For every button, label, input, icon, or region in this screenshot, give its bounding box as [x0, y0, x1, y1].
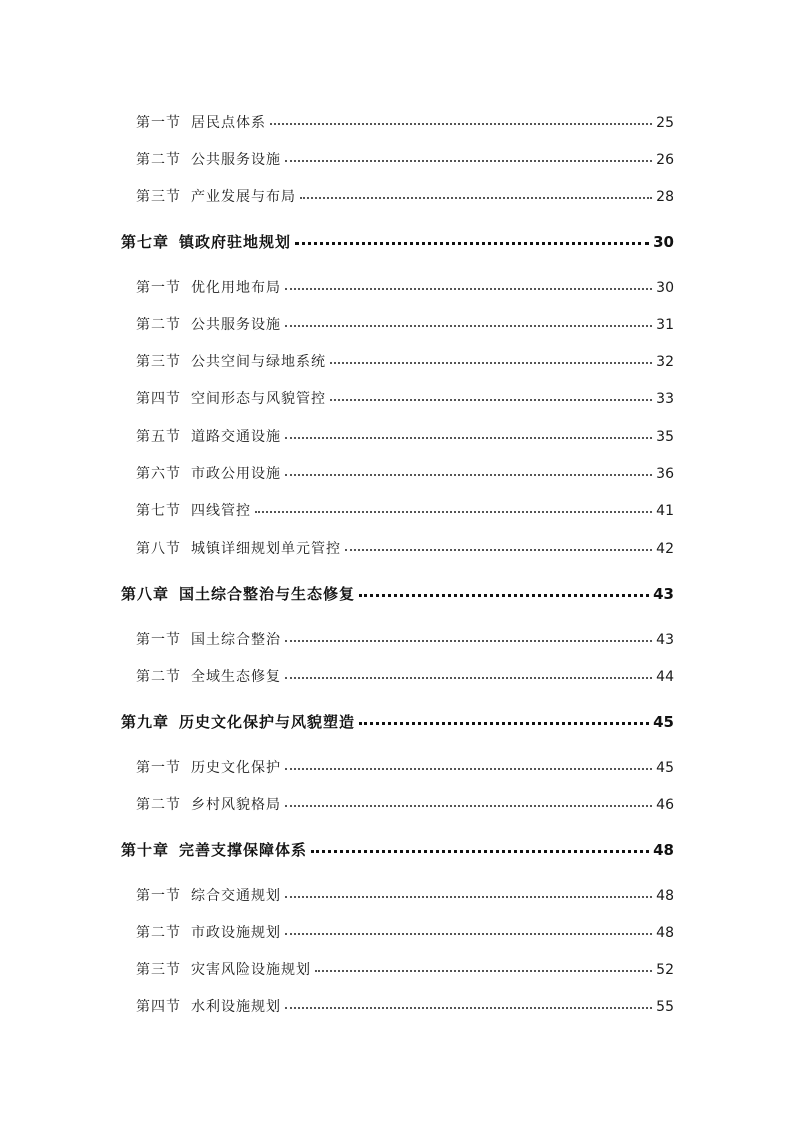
dot-leader [285, 895, 652, 898]
toc-entry-label: 第三节 产业发展与布局 [136, 189, 296, 205]
toc-entry-label: 第二节 公共服务设施 [136, 317, 281, 333]
toc-entry[interactable] [136, 757, 674, 777]
toc-entry[interactable] [136, 463, 674, 483]
dot-leader [345, 548, 652, 551]
toc-chapter-label: 第七章 镇政府驻地规划 [121, 233, 292, 251]
toc-entry-label: 第二节 公共服务设施 [136, 152, 281, 168]
dot-leader [359, 721, 649, 725]
toc-page-number: 42 [656, 541, 674, 557]
toc-entry[interactable] [136, 277, 674, 297]
toc-entry[interactable] [136, 996, 674, 1016]
toc-entry[interactable] [136, 794, 674, 814]
dot-leader [285, 767, 652, 770]
toc-entry-label: 第四节 空间形态与风貌管控 [136, 391, 326, 407]
toc-page-number: 52 [656, 962, 674, 978]
toc-page-number: 43 [656, 632, 674, 648]
toc-entry-label: 第一节 居民点体系 [136, 115, 266, 131]
toc-entry[interactable] [136, 426, 674, 446]
toc-entry-label: 第二节 全域生态修复 [136, 669, 281, 685]
toc-entry[interactable] [136, 922, 674, 942]
toc-page-number: 48 [656, 925, 674, 941]
dot-leader [330, 398, 652, 401]
toc-entry[interactable] [136, 885, 674, 905]
toc-entry[interactable] [136, 500, 674, 520]
toc-page-number: 48 [653, 841, 674, 859]
dot-leader [285, 1006, 652, 1009]
toc-page-number: 55 [656, 999, 674, 1015]
toc-entry-label: 第六节 市政公用设施 [136, 466, 281, 482]
toc-entry-label: 第三节 公共空间与绿地系统 [136, 354, 326, 370]
dot-leader [285, 804, 652, 807]
toc-chapter-label: 第八章 国土综合整治与生态修复 [121, 585, 356, 603]
toc-page-number: 25 [656, 115, 674, 131]
toc-page-number: 30 [653, 233, 674, 251]
toc-entry[interactable] [136, 314, 674, 334]
dot-leader [359, 593, 649, 597]
toc-page-number: 33 [656, 391, 674, 407]
dot-leader [300, 196, 652, 199]
toc-page-number: 43 [653, 585, 674, 603]
toc-entry-label: 第一节 历史文化保护 [136, 760, 281, 776]
toc-entry-label: 第四节 水利设施规划 [136, 999, 281, 1015]
toc-page-number: 31 [656, 317, 674, 333]
toc-entry[interactable] [136, 186, 674, 206]
toc-page-number: 35 [656, 429, 674, 445]
toc-entry-label: 第一节 综合交通规划 [136, 888, 281, 904]
toc-entry[interactable] [136, 112, 674, 132]
dot-leader [285, 473, 652, 476]
dot-leader [311, 849, 649, 853]
dot-leader [295, 241, 649, 245]
toc-page-number: 44 [656, 669, 674, 685]
dot-leader [285, 436, 652, 439]
dot-leader [315, 969, 652, 972]
toc-chapter-entry[interactable] [121, 711, 674, 732]
toc-page-number: 48 [656, 888, 674, 904]
dot-leader [285, 639, 652, 642]
toc-page-number: 45 [656, 760, 674, 776]
toc-chapter-label: 第十章 完善支撑保障体系 [121, 841, 308, 859]
toc-page-number: 26 [656, 152, 674, 168]
toc-page-number: 41 [656, 503, 674, 519]
toc-page-number: 28 [656, 189, 674, 205]
toc-entry[interactable] [136, 388, 674, 408]
toc-chapter-entry[interactable] [121, 583, 674, 604]
toc-page-number: 30 [656, 280, 674, 296]
dot-leader [285, 676, 652, 679]
toc-entry-label: 第二节 乡村风貌格局 [136, 797, 281, 813]
dot-leader [285, 287, 652, 290]
toc-entry-label: 第三节 灾害风险设施规划 [136, 962, 311, 978]
toc-entry-label: 第五节 道路交通设施 [136, 429, 281, 445]
toc-entry-label: 第一节 国土综合整治 [136, 632, 281, 648]
toc-chapter-entry[interactable] [121, 839, 674, 860]
dot-leader [255, 510, 652, 513]
toc-entry[interactable] [136, 629, 674, 649]
dot-leader [285, 324, 652, 327]
toc-entry-label: 第七节 四线管控 [136, 503, 251, 519]
dot-leader [285, 932, 652, 935]
toc-page-number: 46 [656, 797, 674, 813]
toc-entry-label: 第八节 城镇详细规划单元管控 [136, 541, 341, 557]
toc-page-number: 32 [656, 354, 674, 370]
toc-chapter-label: 第九章 历史文化保护与风貌塑造 [121, 713, 356, 731]
toc-chapter-entry[interactable] [121, 231, 674, 252]
toc-entry[interactable] [136, 149, 674, 169]
toc-entry[interactable] [136, 538, 674, 558]
toc-entry[interactable] [136, 959, 674, 979]
toc-entry-label: 第一节 优化用地布局 [136, 280, 281, 296]
toc-entry-label: 第二节 市政设施规划 [136, 925, 281, 941]
toc-page-number: 45 [653, 713, 674, 731]
dot-leader [330, 361, 652, 364]
toc-page-number: 36 [656, 466, 674, 482]
toc-entry[interactable] [136, 351, 674, 371]
dot-leader [270, 122, 652, 125]
toc-entry[interactable] [136, 666, 674, 686]
dot-leader [285, 159, 652, 162]
